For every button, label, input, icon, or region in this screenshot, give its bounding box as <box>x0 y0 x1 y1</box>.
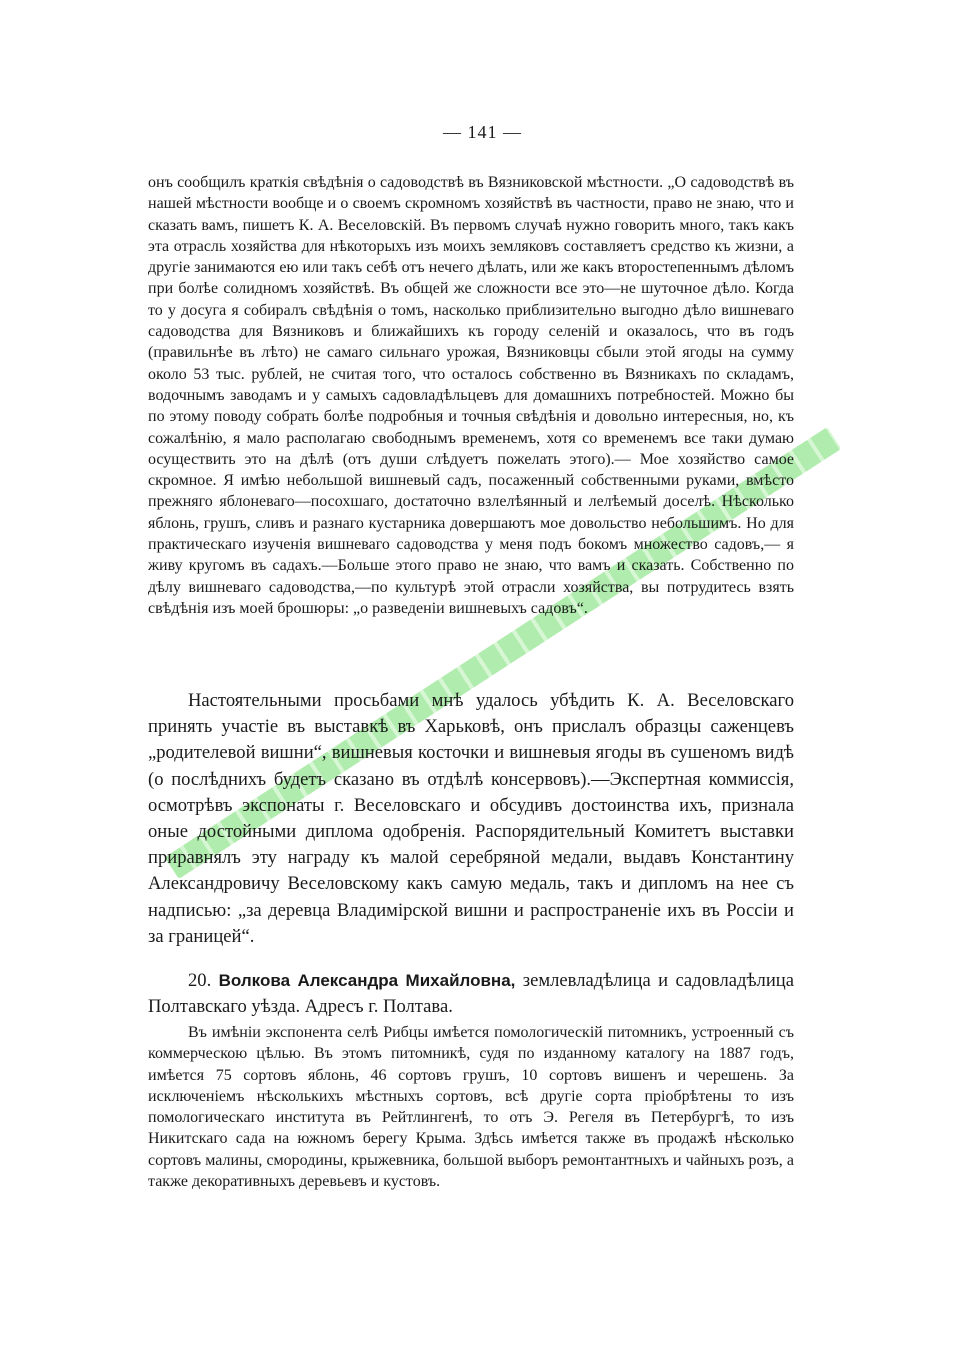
entry-number: 20. <box>188 970 212 991</box>
entry-heading <box>148 968 794 1020</box>
exhibitor-description: землевладѣлица и садовладѣлица Полтавскаго уѣзда. Адресъ г. Полтава. <box>148 970 794 1018</box>
exhibitor-name: Волкова Александра Михайловна, <box>218 971 516 990</box>
quote-paragraph: онъ сообщилъ краткія свѣдѣнія о садоводствѣ въ Вязниковской мѣстности. „О садоводствѣ въ нашей мѣстности вообще и о своемъ скромномъ хозяйствѣ въ частности, право не знаю, что и сказать вамъ, пишетъ К. А. Веселовскій. Въ первомъ случаѣ нужно говорить много, такъ какъ эта отрасль хозяйства для нѣкоторыхъ изъ моихъ земляковъ составляетъ средство къ жизни, а другіе занимаются ею или такъ себѣ отъ нечего дѣлать, или же какъ второстепеннымъ дѣломъ при болѣе солидномъ хозяйствѣ. Въ общей же сложности все это—не шуточное дѣло. Когда то у досуга я собиралъ свѣдѣнія о томъ, насколько приблизительно выгодно дѣло вишневаго садоводства для Вязниковъ и ближайшихъ къ городу селеній и оказалось, что въ годъ (правильнѣе въ лѣто) не самаго сильнаго урожая, Вязниковцы сбыли этой ягоды на сумму около 53 тыс. рублей, не считая того, что осталось собственно въ Вязникахъ по складамъ, водочнымъ заводамъ и у самыхъ садовладѣльцевъ для домашнихъ потребностей. Можно бы по этому поводу собрать болѣе подробныя и точныя свѣдѣнія и довольно интересныя, но, къ сожалѣнію, я мало располагаю свободнымъ временемъ, хотя со временемъ все таки думаю осуществить это на дѣлѣ (отъ души слѣдуетъ пожелать этого).— Мое хозяйство самое скромное. Я имѣю небольшой вишневый садъ, посаженный собственными руками, вмѣсто прежняго яблоневаго—посохшаго, достаточно взлелѣянный и лелѣемый доселѣ. Нѣсколько яблонь, грушъ, сливъ и разнаго кустарника довершаютъ мое довольство небольшимъ. Но для практическаго изученія вишневаго садоводства у меня подъ бокомъ множество садовъ,— я живу кругомъ въ садахъ.—Больше этого право не знаю, что вамъ и сказать. Собственно по дѣлу вишневаго садоводства,—по культурѣ этой отрасли хозяйства, вы потрудитесь взять свѣдѣнія изъ моей брошюры: „о разведеніи вишневыхъ садовъ“. <box>148 174 794 617</box>
award-paragraph: Настоятельными просьбами мнѣ удалось убѣдить К. А. Веселовскаго принять участіе въ выставкѣ въ Харьковѣ, онъ прислалъ образцы саженцевъ „родителевой вишни“, вишневыя косточки и вишневыя ягоды въ сушеномъ видѣ (о послѣднихъ будетъ сказано въ отдѣлѣ консервовъ).—Экспертная коммиссія, осмотрѣвъ экспонаты г. Веселовскаго и обсудивъ достоинства ихъ, признала оные достойными диплома одобренія. Распорядительный Комитетъ выставки приравнялъ эту награду къ малой серебряной медали, выдавъ Константину Александровичу Веселовскому какъ самую медаль, такъ и дипломъ на нее съ надписью: „за деревца Владимірской вишни и распространеніе ихъ въ Россіи и за границей“. <box>148 690 794 947</box>
page-number: — 141 — <box>443 122 522 142</box>
nursery-paragraph: Въ имѣніи экспонента селѣ Рибцы имѣется помологическій питомникъ, устроенный съ коммерческою цѣлью. Въ этомъ питомникѣ, судя по изданному каталогу на 1887 годъ, имѣется 75 сортовъ яблонь, 46 сортовъ грушъ, 10 сортовъ вишенъ и черешень. За исключеніемъ нѣсколькихъ мѣстныхъ сортовъ, всѣ другіе сорта пріобрѣтены то изъ помологическаго института въ Рейтлингенѣ, то отъ Э. Регеля въ Петербургѣ, то изъ Никитскаго сада на южномъ берегу Крыма. Здѣсь имѣется также въ продажѣ нѣсколько сортовъ малины, смородины, крыжевника, большой выборъ ремонтантныхъ и чайныхъ розъ, а также декоративныхъ деревьевъ и кустовъ. <box>148 1024 794 1191</box>
